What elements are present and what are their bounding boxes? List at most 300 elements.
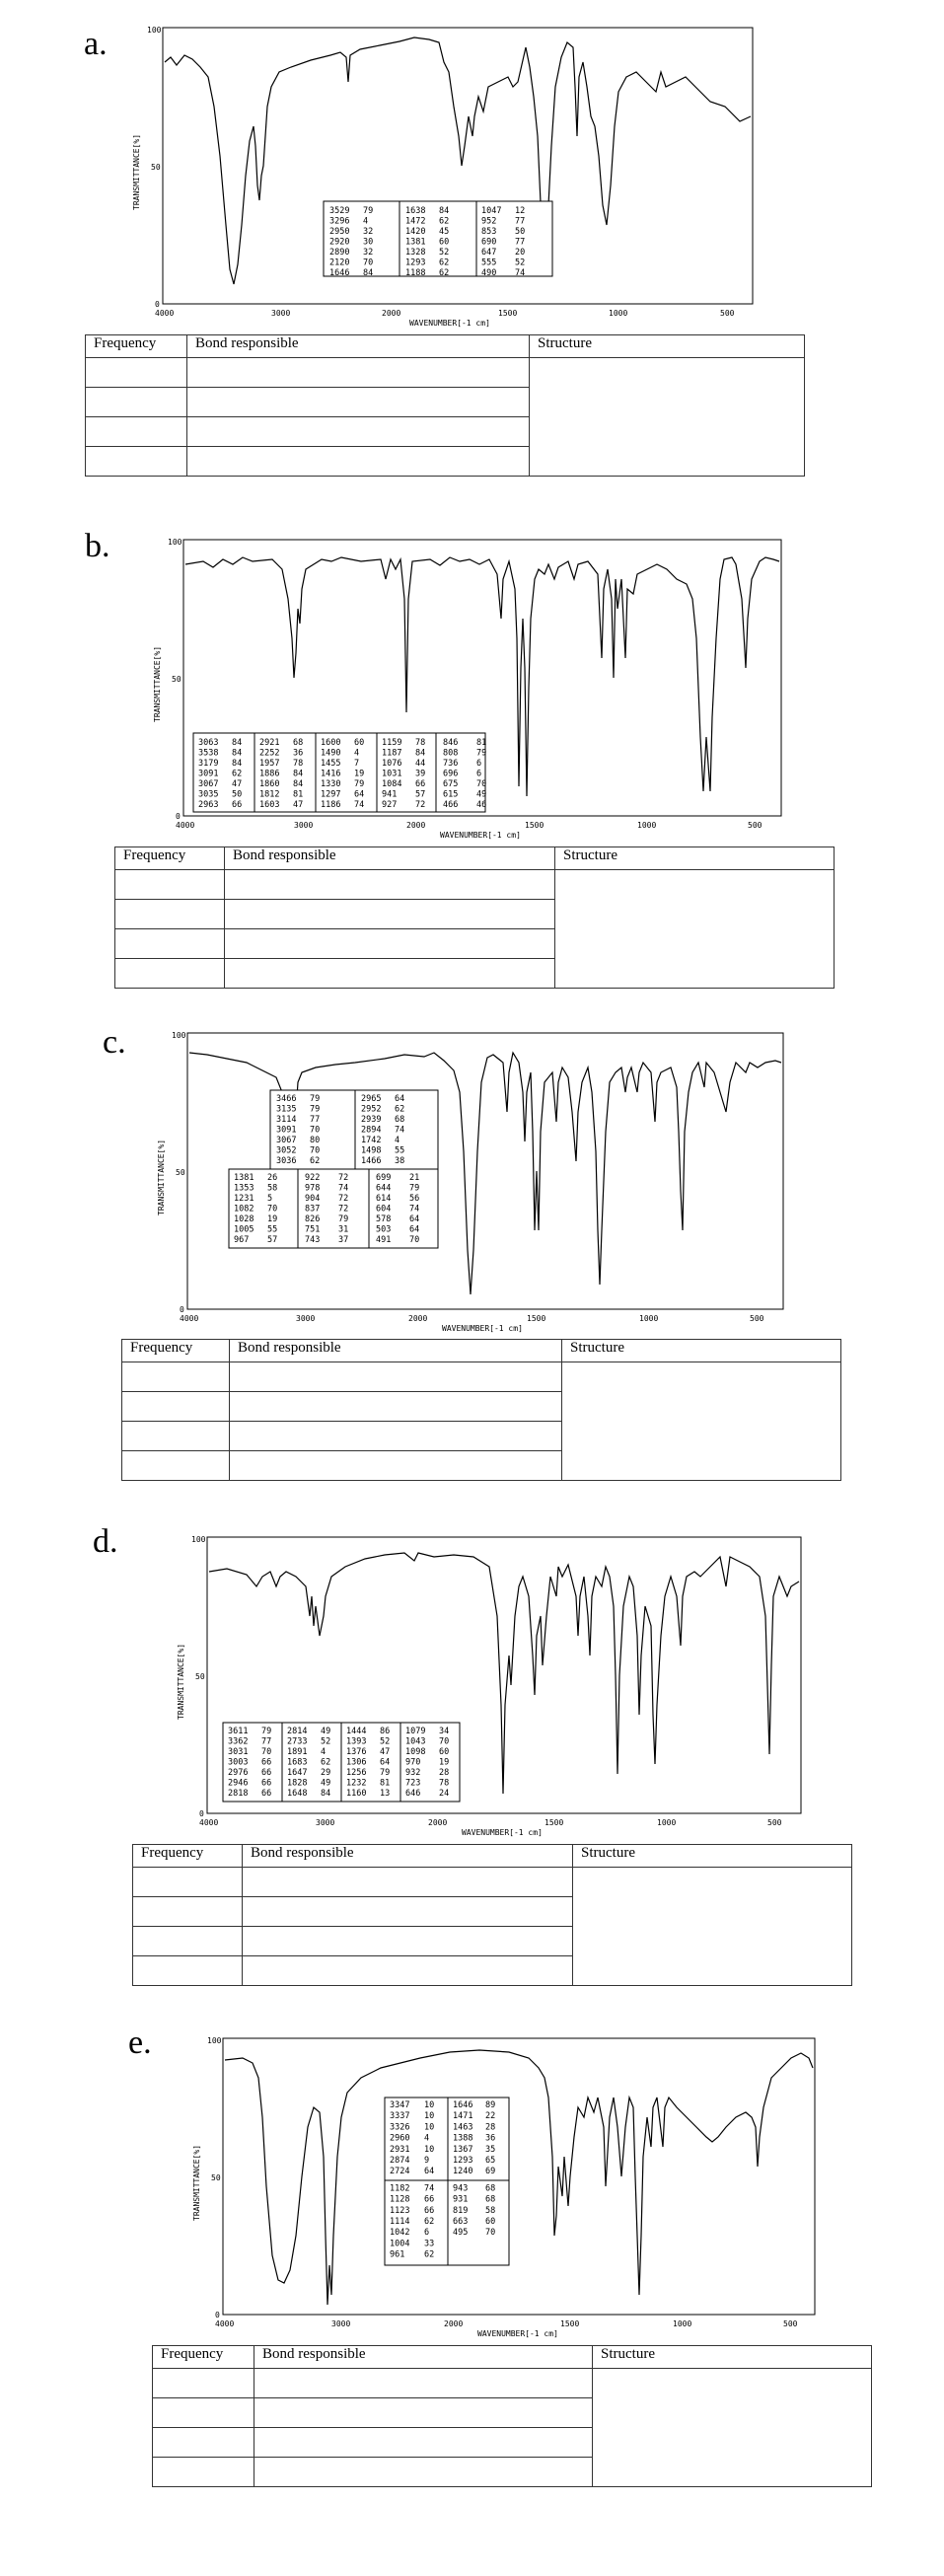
peak-wavenumber: 3035 [198,789,219,800]
bond-header: Bond responsible [187,335,530,358]
peak-wavenumber: 2960 [390,2133,410,2144]
structure-cell[interactable] [593,2369,872,2487]
frequency-cell[interactable] [122,1422,230,1451]
x-tick-1000: 1000 [637,821,657,830]
peak-wavenumber: 503 [376,1224,392,1235]
peak-transmittance: 64 [424,2167,435,2177]
y-axis-label: TRANSMITTANCE[%] [192,2144,201,2221]
bond-cell[interactable] [187,358,530,388]
peak-wavenumber: 3326 [390,2122,410,2133]
structure-cell[interactable] [573,1868,852,1986]
peak-wavenumber: 3529 [329,206,350,216]
peak-wavenumber: 931 [453,2194,469,2205]
peak-transmittance: 74 [338,1183,349,1194]
peak-transmittance: 79 [338,1214,349,1224]
y-axis-label: TRANSMITTANCE[%] [153,645,162,722]
bond-header: Bond responsible [230,1340,562,1362]
peak-transmittance: 57 [415,789,426,800]
x-tick-1500: 1500 [560,2319,580,2328]
x-tick-1500: 1500 [498,309,518,318]
peak-wavenumber: 3063 [198,738,219,748]
peak-wavenumber: 466 [443,800,459,810]
answer-table [152,2345,872,2487]
peak-transmittance: 62 [395,1104,405,1115]
peak-wavenumber: 3091 [198,769,219,779]
peak-transmittance: 62 [439,258,450,268]
peak-transmittance: 69 [485,2167,496,2177]
peak-transmittance: 28 [439,1768,450,1778]
peak-transmittance: 20 [515,248,526,258]
bond-header: Bond responsible [254,2346,593,2369]
frequency-cell[interactable] [86,447,187,477]
peak-wavenumber: 1306 [346,1757,367,1768]
peak-wavenumber: 2818 [228,1789,249,1799]
y-tick-0: 0 [215,2311,220,2319]
peak-wavenumber: 2950 [329,227,350,237]
peak-wavenumber: 927 [382,800,398,810]
peak-wavenumber: 1381 [405,237,426,248]
peak-transmittance: 12 [515,206,526,216]
peak-transmittance: 81 [380,1778,391,1789]
peak-transmittance: 34 [439,1727,450,1736]
peak-transmittance: 79 [261,1727,272,1736]
peak-transmittance: 7 [354,759,360,769]
x-tick-1500: 1500 [525,821,545,830]
peak-wavenumber: 3091 [276,1125,297,1136]
ir-spectrum-plot [177,1535,805,1843]
peak-transmittance: 10 [424,2122,435,2133]
peak-wavenumber: 3114 [276,1115,297,1125]
frequency-cell[interactable] [122,1392,230,1422]
peak-wavenumber: 1444 [346,1727,367,1736]
peak-transmittance: 55 [267,1224,278,1235]
peak-transmittance: 70 [261,1747,272,1757]
x-tick-2000: 2000 [428,1818,448,1827]
x-tick-1000: 1000 [673,2319,692,2328]
problem-letter: c. [103,1024,126,1061]
bond-cell[interactable] [230,1392,562,1422]
peak-wavenumber: 1646 [453,2100,473,2110]
peak-wavenumber: 1388 [453,2133,473,2144]
peak-wavenumber: 2921 [259,738,280,748]
frequency-cell[interactable] [153,2369,254,2398]
peak-transmittance: 79 [409,1183,420,1194]
peak-wavenumber: 3135 [276,1104,297,1115]
peak-wavenumber: 1886 [259,769,280,779]
peak-wavenumber: 808 [443,748,459,759]
peak-wavenumber: 3031 [228,1747,249,1757]
peak-transmittance: 72 [415,800,426,810]
bond-cell[interactable] [225,929,555,959]
peak-wavenumber: 3067 [198,779,219,789]
bond-cell[interactable] [225,959,555,989]
peak-wavenumber: 2976 [228,1768,249,1778]
peak-transmittance: 66 [261,1768,272,1778]
problem-letter: e. [128,2024,152,2061]
bond-cell[interactable] [243,1897,573,1927]
peak-wavenumber: 1188 [405,268,426,278]
peak-transmittance: 6 [476,769,482,779]
peak-transmittance: 78 [415,738,426,748]
frequency-cell[interactable] [153,2428,254,2458]
y-tick-50: 50 [211,2173,221,2182]
peak-wavenumber: 723 [405,1778,421,1789]
frequency-cell[interactable] [115,900,225,929]
peak-transmittance: 19 [267,1214,278,1224]
peak-transmittance: 84 [321,1789,331,1799]
x-tick-3000: 3000 [316,1818,335,1827]
x-tick-1500: 1500 [545,1818,564,1827]
ir-spectrum [132,26,755,333]
plot-frame [223,2038,815,2315]
peak-wavenumber: 2963 [198,800,219,810]
bond-cell[interactable] [243,1927,573,1956]
peak-wavenumber: 491 [376,1235,392,1245]
peak-transmittance: 66 [424,2194,435,2205]
peak-wavenumber: 1031 [382,769,402,779]
y-axis-label: TRANSMITTANCE[%] [177,1643,185,1720]
bond-cell[interactable] [243,1868,573,1897]
problem-letter: b. [85,528,110,564]
peak-transmittance: 60 [439,237,450,248]
peak-transmittance: 52 [380,1736,391,1747]
peak-wavenumber: 2252 [259,748,280,759]
peak-transmittance: 44 [415,759,426,769]
peak-wavenumber: 1232 [346,1778,367,1789]
frequency-cell[interactable] [115,870,225,900]
peak-transmittance: 36 [485,2133,496,2144]
peak-transmittance: 32 [363,248,374,258]
peak-transmittance: 86 [380,1727,391,1736]
y-axis-label: TRANSMITTANCE[%] [132,133,141,210]
peak-transmittance: 29 [321,1768,331,1778]
peak-wavenumber: 604 [376,1204,392,1214]
peak-wavenumber: 3296 [329,216,350,227]
structure-cell[interactable] [562,1362,841,1481]
x-tick-4000: 4000 [155,309,175,318]
bond-header: Bond responsible [225,847,555,870]
frequency-cell[interactable] [86,388,187,417]
bond-cell[interactable] [187,388,530,417]
y-tick-100: 100 [207,2036,222,2045]
peak-wavenumber: 967 [234,1235,250,1245]
peak-transmittance: 62 [439,268,450,278]
structure-header: Structure [555,847,835,870]
x-tick-1000: 1000 [609,309,628,318]
peak-wavenumber: 961 [390,2249,405,2260]
peak-transmittance: 89 [485,2100,496,2110]
peak-transmittance: 19 [354,769,365,779]
peak-wavenumber: 941 [382,789,398,800]
frequency-cell[interactable] [122,1451,230,1481]
bond-cell[interactable] [187,447,530,477]
x-tick-500: 500 [720,309,735,318]
x-tick-2000: 2000 [406,821,426,830]
frequency-cell[interactable] [133,1927,243,1956]
peak-wavenumber: 2965 [361,1094,382,1104]
frequency-cell[interactable] [115,959,225,989]
peak-wavenumber: 1420 [405,227,426,237]
peak-wavenumber: 3611 [228,1727,249,1736]
peak-wavenumber: 1455 [321,759,341,769]
y-tick-100: 100 [172,1031,186,1040]
peak-transmittance: 79 [476,748,487,759]
bond-cell[interactable] [225,900,555,929]
x-tick-2000: 2000 [444,2319,464,2328]
peak-transmittance: 60 [439,1747,450,1757]
frequency-cell[interactable] [153,2398,254,2428]
peak-wavenumber: 1160 [346,1789,367,1799]
peak-transmittance: 33 [424,2239,435,2249]
frequency-cell[interactable] [115,929,225,959]
x-axis-label: WAVENUMBER[-1 cm] [442,1324,523,1333]
answer-table [121,1339,841,1481]
bond-cell[interactable] [254,2428,593,2458]
frequency-header: Frequency [86,335,187,358]
peak-transmittance: 66 [261,1789,272,1799]
bond-cell[interactable] [254,2398,593,2428]
frequency-cell[interactable] [86,417,187,447]
peak-transmittance: 78 [439,1778,450,1789]
peak-wavenumber: 3003 [228,1757,249,1768]
peak-wavenumber: 1328 [405,248,426,258]
peak-transmittance: 10 [424,2100,435,2110]
peak-transmittance: 68 [395,1115,405,1125]
peak-wavenumber: 1860 [259,779,280,789]
peak-transmittance: 52 [439,248,450,258]
peak-wavenumber: 1742 [361,1136,382,1145]
bond-cell[interactable] [187,417,530,447]
peak-transmittance: 4 [424,2133,430,2144]
peak-wavenumber: 1600 [321,738,341,748]
peak-transmittance: 64 [380,1757,391,1768]
peak-transmittance: 77 [310,1115,321,1125]
structure-header: Structure [593,2346,872,2369]
peak-wavenumber: 1603 [259,800,280,810]
peak-transmittance: 32 [363,227,374,237]
peak-wavenumber: 1128 [390,2194,410,2205]
bond-cell[interactable] [230,1451,562,1481]
frequency-header: Frequency [153,2346,254,2369]
peak-transmittance: 64 [409,1214,420,1224]
peak-wavenumber: 690 [481,237,497,248]
peak-transmittance: 70 [310,1145,321,1156]
frequency-cell[interactable] [133,1897,243,1927]
peak-wavenumber: 1005 [234,1224,254,1235]
answer-table [85,334,805,477]
bond-cell[interactable] [254,2369,593,2398]
peak-transmittance: 74 [515,268,526,278]
frequency-header: Frequency [122,1340,230,1362]
peak-wavenumber: 3538 [198,748,219,759]
peak-transmittance: 30 [363,237,374,248]
peak-transmittance: 62 [232,769,243,779]
peak-transmittance: 47 [293,800,304,810]
peak-wavenumber: 647 [481,248,497,258]
peak-transmittance: 79 [380,1768,391,1778]
peak-transmittance: 81 [476,738,487,748]
x-tick-500: 500 [783,2319,798,2328]
peak-transmittance: 65 [485,2156,496,2166]
peak-transmittance: 4 [354,748,360,759]
structure-cell[interactable] [555,870,835,989]
frequency-header: Frequency [133,1845,243,1868]
peak-transmittance: 77 [261,1736,272,1747]
peak-wavenumber: 1231 [234,1194,254,1204]
peak-wavenumber: 1812 [259,789,280,800]
peak-wavenumber: 1047 [481,206,502,216]
peak-wavenumber: 3179 [198,759,219,769]
peak-wavenumber: 736 [443,759,459,769]
peak-wavenumber: 1293 [405,258,426,268]
peak-wavenumber: 3347 [390,2100,410,2110]
x-tick-1500: 1500 [527,1314,546,1323]
structure-header: Structure [562,1340,841,1362]
peak-wavenumber: 922 [305,1173,321,1183]
x-tick-4000: 4000 [176,821,195,830]
spectrum-trace [225,2050,813,2305]
peak-transmittance: 46 [476,800,487,810]
peak-transmittance: 68 [293,738,304,748]
peak-wavenumber: 743 [305,1235,321,1245]
peak-transmittance: 84 [415,748,426,759]
bond-cell[interactable] [254,2458,593,2487]
peak-transmittance: 9 [424,2156,430,2166]
peak-wavenumber: 1367 [453,2144,473,2155]
peak-transmittance: 28 [485,2122,496,2133]
peak-transmittance: 84 [232,748,243,759]
peak-wavenumber: 3052 [276,1145,297,1156]
peak-transmittance: 79 [363,206,374,216]
peak-transmittance: 35 [485,2144,496,2155]
peak-wavenumber: 1498 [361,1145,382,1156]
x-axis-label: WAVENUMBER[-1 cm] [440,831,521,840]
problem-letter: d. [93,1523,118,1560]
peak-transmittance: 62 [439,216,450,227]
ir-spectrum-plot [192,2036,821,2344]
frequency-cell[interactable] [133,1956,243,1986]
peak-transmittance: 62 [310,1156,321,1166]
peak-transmittance: 64 [354,789,365,800]
peak-transmittance: 62 [424,2217,435,2227]
peak-transmittance: 58 [485,2205,496,2216]
peak-wavenumber: 1297 [321,789,341,800]
peak-transmittance: 68 [485,2183,496,2194]
peak-transmittance: 70 [363,258,374,268]
ir-spectrum-plot [132,26,755,333]
peak-transmittance: 21 [409,1173,420,1183]
answer-table [132,1844,852,1986]
peak-transmittance: 36 [293,748,304,759]
peak-wavenumber: 1683 [287,1757,308,1768]
peak-wavenumber: 853 [481,227,497,237]
peak-wavenumber: 904 [305,1194,321,1204]
bond-cell[interactable] [230,1422,562,1451]
y-tick-0: 0 [176,812,181,821]
frequency-cell[interactable] [86,358,187,388]
peak-wavenumber: 1240 [453,2167,473,2177]
y-tick-50: 50 [151,163,161,172]
peak-transmittance: 64 [409,1224,420,1235]
peak-transmittance: 84 [232,738,243,748]
y-axis-label: TRANSMITTANCE[%] [157,1139,166,1215]
ir-spectrum [177,1535,805,1843]
peak-wavenumber: 1084 [382,779,402,789]
peak-wavenumber: 1042 [390,2228,410,2239]
peak-transmittance: 38 [395,1156,405,1166]
frequency-cell[interactable] [133,1868,243,1897]
peak-wavenumber: 1828 [287,1778,308,1789]
peak-wavenumber: 3337 [390,2111,410,2122]
x-tick-4000: 4000 [180,1314,199,1323]
peak-wavenumber: 1466 [361,1156,382,1166]
peak-transmittance: 60 [485,2217,496,2227]
peak-transmittance: 6 [424,2228,430,2239]
y-tick-0: 0 [180,1305,184,1314]
bond-cell[interactable] [225,870,555,900]
peak-transmittance: 56 [409,1194,420,1204]
peak-transmittance: 57 [267,1235,278,1245]
peak-transmittance: 47 [380,1747,391,1757]
y-tick-50: 50 [195,1672,205,1681]
peak-wavenumber: 3362 [228,1736,249,1747]
ir-spectrum-plot [157,1031,789,1339]
peak-transmittance: 31 [338,1224,349,1235]
peak-wavenumber: 1416 [321,769,341,779]
x-tick-3000: 3000 [296,1314,316,1323]
x-tick-500: 500 [750,1314,764,1323]
peak-wavenumber: 3067 [276,1136,297,1145]
bond-cell[interactable] [230,1362,562,1392]
peak-wavenumber: 1648 [287,1789,308,1799]
peak-transmittance: 72 [338,1173,349,1183]
frequency-cell[interactable] [122,1362,230,1392]
peak-wavenumber: 699 [376,1173,392,1183]
peak-transmittance: 74 [395,1125,405,1136]
peak-transmittance: 70 [409,1235,420,1245]
peak-wavenumber: 1182 [390,2183,410,2194]
peak-wavenumber: 846 [443,738,459,748]
peak-wavenumber: 1353 [234,1183,254,1194]
peak-wavenumber: 1647 [287,1768,308,1778]
x-tick-2000: 2000 [382,309,401,318]
peak-transmittance: 79 [310,1104,321,1115]
peak-wavenumber: 2724 [390,2167,410,2177]
peak-wavenumber: 2894 [361,1125,382,1136]
peak-transmittance: 74 [409,1204,420,1214]
ir-spectrum-plot [153,538,785,846]
peak-transmittance: 49 [321,1778,331,1789]
peak-transmittance: 10 [424,2144,435,2155]
peak-transmittance: 79 [354,779,365,789]
peak-wavenumber: 1330 [321,779,341,789]
peak-transmittance: 84 [232,759,243,769]
x-tick-2000: 2000 [408,1314,428,1323]
peak-wavenumber: 1079 [405,1727,426,1736]
peak-wavenumber: 1123 [390,2205,410,2216]
ir-spectrum [192,2036,821,2344]
structure-cell[interactable] [530,358,805,477]
frequency-cell[interactable] [153,2458,254,2487]
peak-transmittance: 49 [476,789,487,800]
x-axis-label: WAVENUMBER[-1 cm] [462,1828,543,1837]
peak-wavenumber: 3036 [276,1156,297,1166]
peak-wavenumber: 2920 [329,237,350,248]
peak-wavenumber: 2939 [361,1115,382,1125]
y-tick-50: 50 [176,1168,185,1177]
peak-transmittance: 62 [424,2249,435,2260]
bond-cell[interactable] [243,1956,573,1986]
